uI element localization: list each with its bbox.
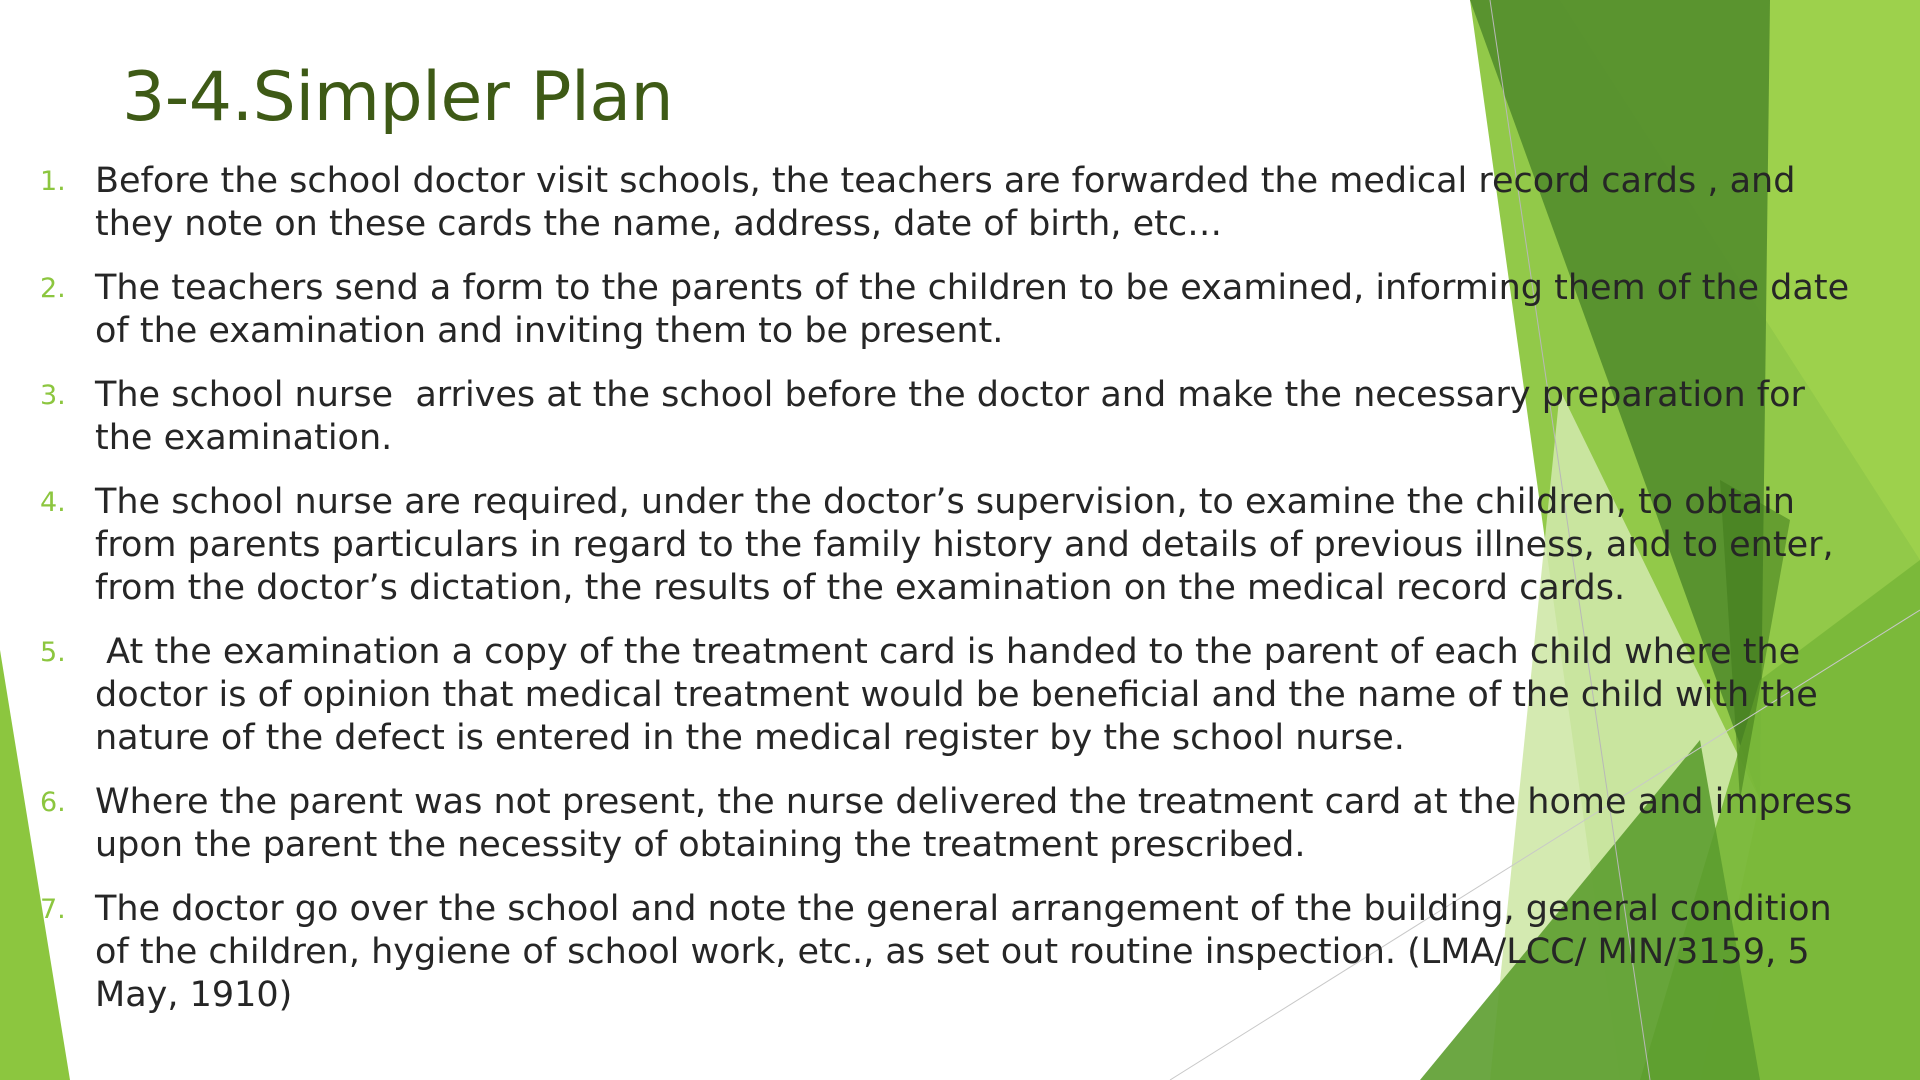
- list-number: 4.: [40, 487, 66, 518]
- list-item: [40, 481, 1870, 610]
- slide-title: 3-4.Simpler Plan: [122, 58, 674, 137]
- list-number: 2.: [40, 273, 66, 304]
- list-item: [40, 781, 1870, 867]
- numbered-list: [40, 160, 1870, 1038]
- list-item-text: The doctor go over the school and note the general arrangement of the building, general condition of the children, hygiene of school work, etc., as set out routine inspection. (LMA/LCC/ MIN/3159, 5 May, 1910): [95, 889, 1843, 1015]
- list-item-text: The school nurse are required, under the doctor’s supervision, to examine the children, to obtain from parents particulars in regard to the family history and details of previous illness, and to enter, from the doctor’s dictation, the results of the examination on the medical record cards.: [95, 482, 1845, 608]
- list-item: [40, 374, 1870, 460]
- list-number: 6.: [40, 787, 66, 818]
- list-item-text: Where the parent was not present, the nurse delivered the treatment card at the home and impress upon the parent the necessity of obtaining the treatment prescribed.: [95, 782, 1864, 865]
- list-item: [40, 267, 1870, 353]
- list-item: [40, 631, 1870, 760]
- list-item-text: Before the school doctor visit schools, the teachers are forwarded the medical record cards , and they note on these cards the name, address, date of birth, etc…: [95, 161, 1807, 244]
- list-item: [40, 888, 1870, 1017]
- list-number: 5.: [40, 637, 66, 668]
- list-number: 3.: [40, 380, 66, 411]
- list-item-text: At the examination a copy of the treatment card is handed to the parent of each child where the doctor is of opinion that medical treatment would be beneficial and the name of the child with the nature of the defect is entered in the medical register by the school nurse.: [95, 632, 1829, 758]
- list-number: 7.: [40, 894, 66, 925]
- list-number: 1.: [40, 166, 66, 197]
- list-item-text: The school nurse arrives at the school before the doctor and make the necessary preparation for the examination.: [95, 375, 1817, 458]
- list-item: [40, 160, 1870, 246]
- list-item-text: The teachers send a form to the parents of the children to be examined, informing them of the date of the examination and inviting them to be present.: [95, 268, 1861, 351]
